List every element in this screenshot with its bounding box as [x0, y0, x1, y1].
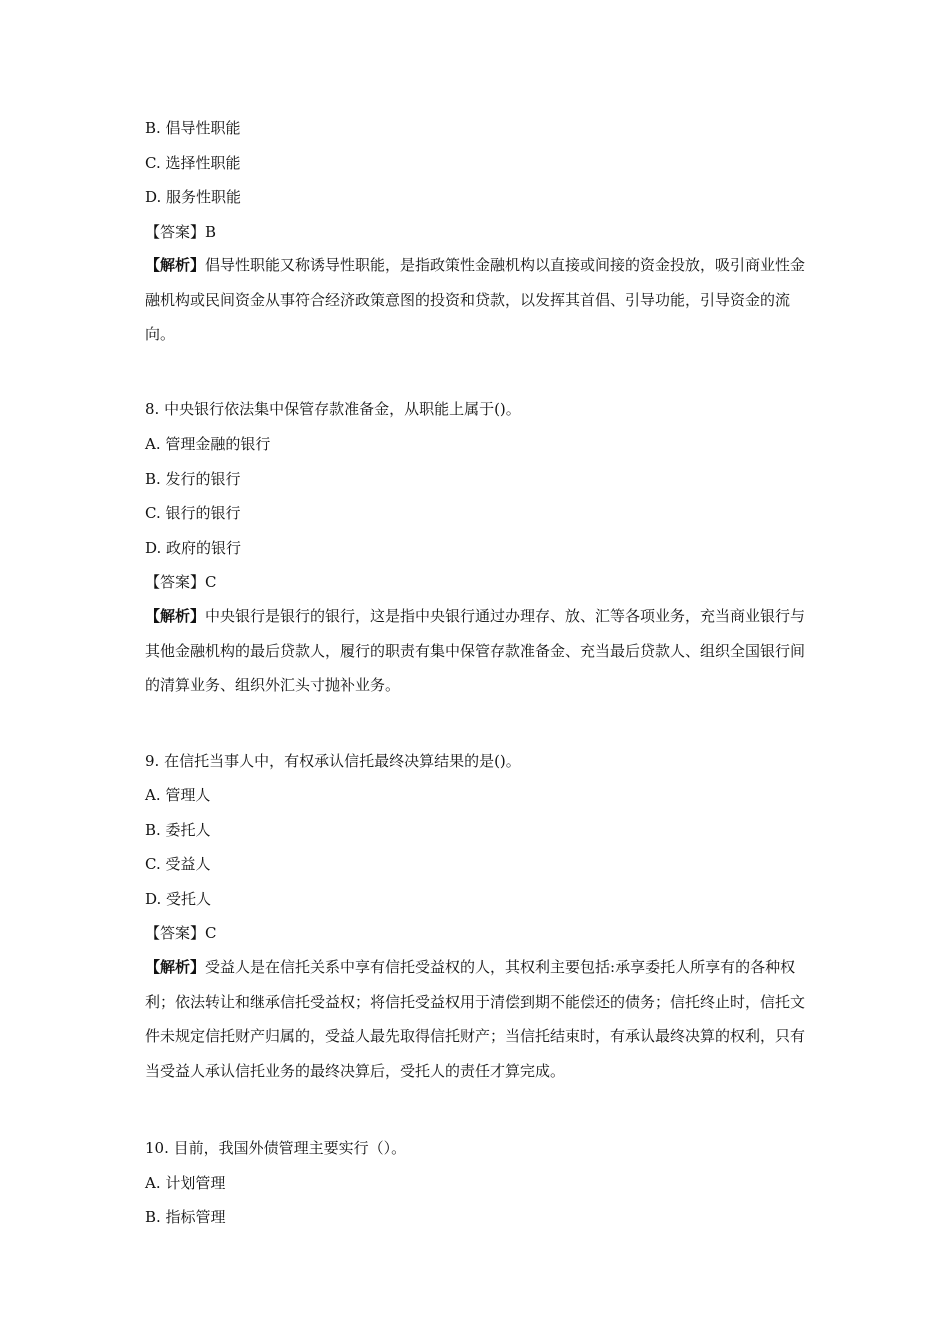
analysis-text: 倡导性职能又称诱导性职能，是指政策性金融机构以直接或间接的资金投放，吸引商业性金融机构或民间资金从事符合经济政策意图的投资和贷款，以发挥其首倡、引导功能，引导资金的流向。: [145, 256, 806, 343]
q10-option-a: A. 计划管理: [145, 1174, 226, 1192]
q8-option-b: B. 发行的银行: [145, 470, 241, 488]
q9-question: 9. 在信托当事人中，有权承认信托最终决算结果的是()。: [145, 752, 521, 770]
q8-option-d: D. 政府的银行: [145, 539, 242, 557]
q10-question: 10. 目前，我国外债管理主要实行（）。: [145, 1139, 407, 1157]
analysis-tag: 【解析】: [145, 958, 206, 976]
q8-option-c: C. 银行的银行: [145, 504, 241, 522]
q8-answer: [145, 570, 217, 594]
q7-option-d: D. 服务性职能: [145, 188, 242, 206]
q8-question: 8. 中央银行依法集中保管存款准备金，从职能上属于()。: [145, 400, 521, 418]
q7-option-b: B. 倡导性职能: [145, 119, 241, 137]
answer-value: B: [205, 223, 217, 241]
analysis-text: 中央银行是银行的银行，这是指中央银行通过办理存、放、汇等各项业务，充当商业银行与其他金融机构的最后贷款人，履行的职责有集中保管存款准备金、充当最后贷款人、组织全国银行间的清算业务、组织外汇头寸抛补业务。: [145, 607, 806, 694]
answer-value: C: [205, 573, 217, 591]
answer-tag: 【答案】: [145, 924, 206, 942]
analysis-tag: 【解析】: [145, 256, 206, 274]
analysis-tag: 【解析】: [145, 607, 206, 625]
q7-option-c: C. 选择性职能: [145, 154, 241, 172]
q7-answer: [145, 220, 216, 244]
q7-analysis: [145, 248, 810, 352]
q9-option-a: A. 管理人: [145, 786, 211, 804]
q9-option-d: D. 受托人: [145, 890, 212, 908]
q9-option-b: B. 委托人: [145, 821, 211, 839]
answer-tag: 【答案】: [145, 573, 206, 591]
answer-value: C: [205, 924, 217, 942]
q9-option-c: C. 受益人: [145, 855, 211, 873]
q9-analysis: [145, 950, 810, 1088]
q10-option-b: B. 指标管理: [145, 1208, 226, 1226]
q8-analysis: [145, 599, 810, 703]
q9-answer: [145, 921, 217, 945]
q8-option-a: A. 管理金融的银行: [145, 435, 271, 453]
analysis-text: 受益人是在信托关系中享有信托受益权的人，其权利主要包括:承享委托人所享有的各种权利；依法转让和继承信托受益权；将信托受益权用于清偿到期不能偿还的债务；信托终止时，信托文件未规定信托财产归属的，受益人最先取得信托财产；当信托结束时，有承认最终决算的权利，只有当受益人承认信托业务的最终决算后，受托人的责任才算完成。: [145, 958, 806, 1080]
answer-tag: 【答案】: [145, 223, 206, 241]
